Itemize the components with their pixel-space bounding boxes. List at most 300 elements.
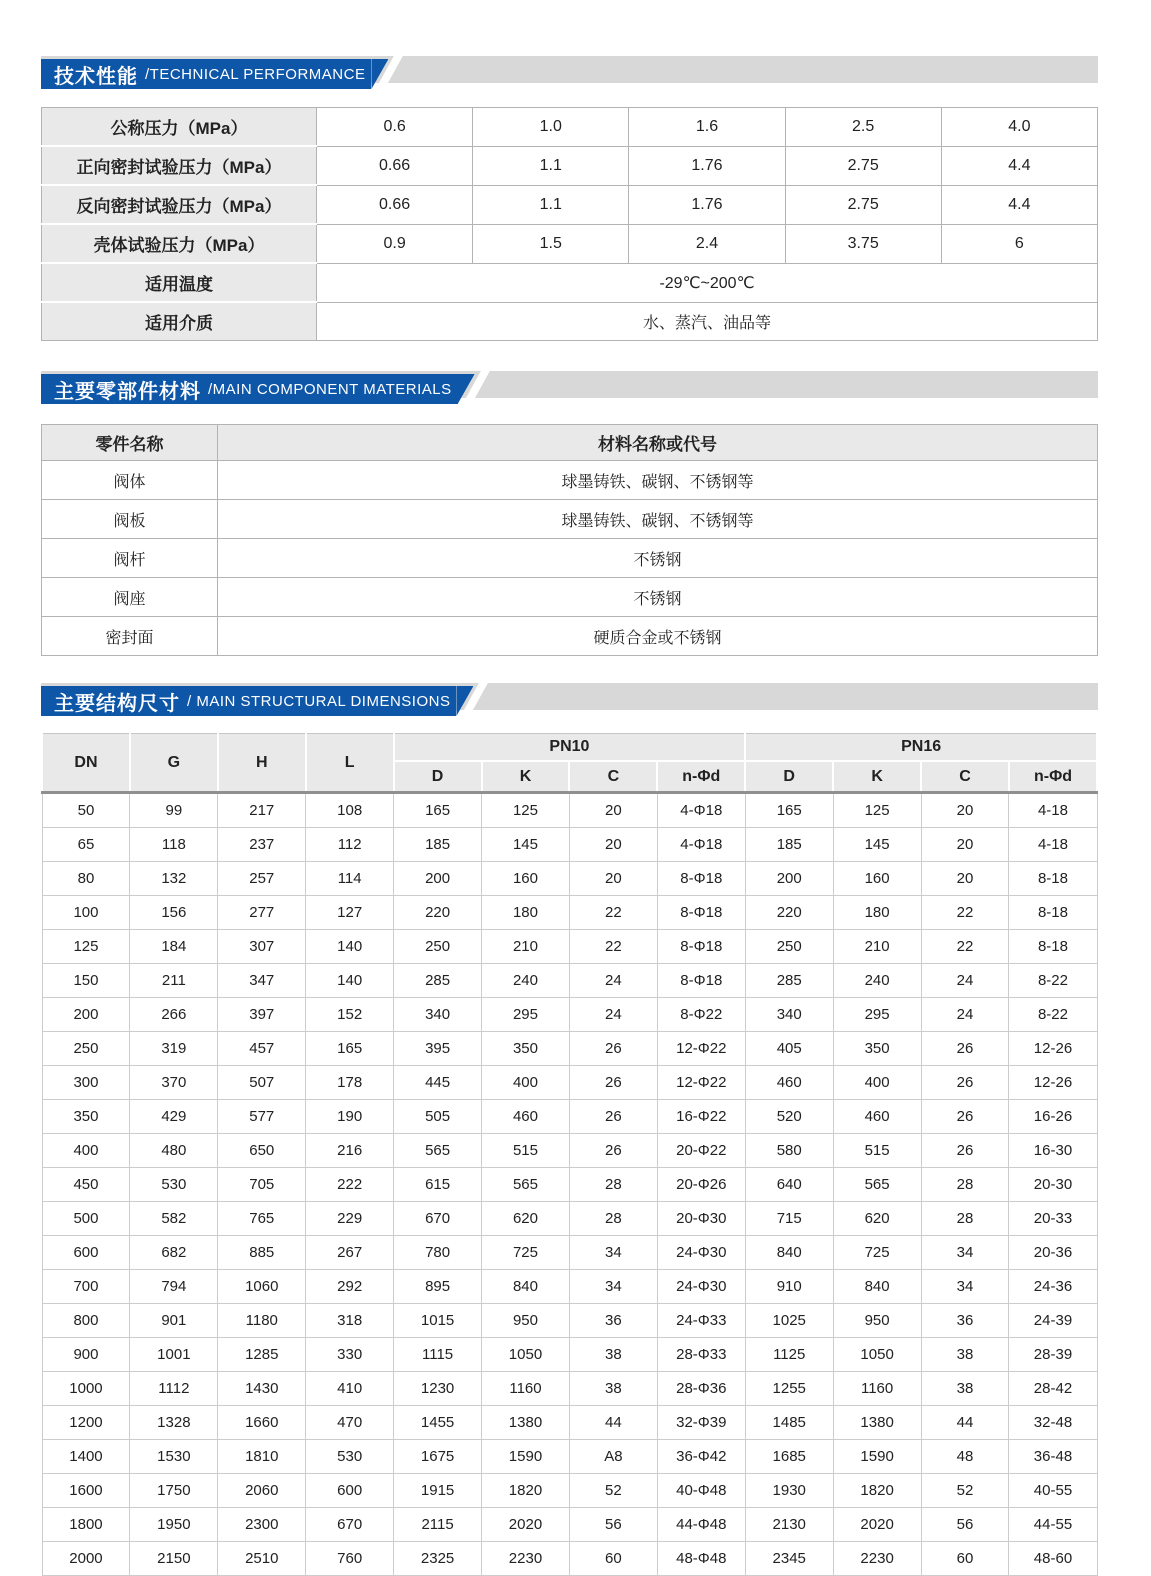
dimension-cell: 1050 (833, 1338, 921, 1372)
value-cell: 6 (941, 224, 1097, 263)
dimension-cell: 620 (482, 1202, 570, 1236)
dimension-cell: 350 (833, 1032, 921, 1066)
dimension-cell: 1485 (745, 1406, 833, 1440)
dimension-cell: 307 (218, 930, 306, 964)
header-l: L (306, 734, 394, 793)
value-cell: 2.5 (785, 108, 941, 147)
dimension-cell: 99 (130, 793, 218, 828)
dimension-cell: 26 (921, 1032, 1009, 1066)
dimension-cell: 28-42 (1009, 1372, 1097, 1406)
dimension-cell: 400 (833, 1066, 921, 1100)
material-name-cell: 不锈钢 (218, 578, 1098, 617)
dimension-cell: 350 (42, 1100, 130, 1134)
dimension-cell: 2000 (42, 1542, 130, 1576)
banner-title-wrap (41, 686, 479, 716)
materials-table (41, 424, 1098, 656)
value-cell: 0.66 (317, 185, 473, 224)
dimension-cell: 114 (306, 862, 394, 896)
dimension-cell: 1025 (745, 1304, 833, 1338)
dimension-row (42, 1236, 1097, 1270)
dimension-cell: 457 (218, 1032, 306, 1066)
dimension-cell: 1675 (394, 1440, 482, 1474)
materials-banner (41, 371, 1098, 404)
dimension-cell: 8-22 (1009, 998, 1097, 1032)
material-name-cell: 球墨铸铁、碳钢、不锈钢等 (218, 500, 1098, 539)
dimension-cell: 8-Φ18 (657, 862, 745, 896)
dimension-row (42, 964, 1097, 998)
value-cell: 2.75 (785, 146, 941, 185)
dimension-cell: 185 (394, 828, 482, 862)
dimension-cell: 250 (394, 930, 482, 964)
dimension-cell: 700 (42, 1270, 130, 1304)
dimension-cell: 28-Φ33 (657, 1338, 745, 1372)
materials-header-row (42, 425, 1098, 461)
dimension-cell: A8 (569, 1440, 657, 1474)
section-title-materials (41, 374, 458, 404)
dimension-cell: 1530 (130, 1440, 218, 1474)
dimension-cell: 178 (306, 1066, 394, 1100)
dimension-cell: 20 (569, 793, 657, 828)
header-dn: DN (42, 734, 130, 793)
dimension-cell: 8-Φ18 (657, 964, 745, 998)
dimension-cell: 1160 (482, 1372, 570, 1406)
dimension-row (42, 828, 1097, 862)
technical-row (42, 263, 1098, 302)
dimension-cell: 34 (921, 1236, 1009, 1270)
dimension-cell: 292 (306, 1270, 394, 1304)
row-label: 适用介质 (42, 302, 317, 341)
value-cell: 0.66 (317, 146, 473, 185)
dimension-cell: 26 (569, 1032, 657, 1066)
dimension-cell: 12-26 (1009, 1032, 1097, 1066)
dimension-cell: 220 (745, 896, 833, 930)
dimension-row (42, 1304, 1097, 1338)
subheader-pn16-d: D (745, 761, 833, 793)
subheader-pn10-k: K (482, 761, 570, 793)
dimension-cell: 1820 (833, 1474, 921, 1508)
dimension-cell: 530 (130, 1168, 218, 1202)
dimension-row (42, 1066, 1097, 1100)
dimension-cell: 28-39 (1009, 1338, 1097, 1372)
dimension-cell: 2325 (394, 1542, 482, 1576)
dimension-cell: 2020 (833, 1508, 921, 1542)
dimension-cell: 22 (921, 930, 1009, 964)
dimension-cell: 52 (921, 1474, 1009, 1508)
value-cell: 4.0 (941, 108, 1097, 147)
value-cell: 2.75 (785, 185, 941, 224)
dimension-cell: 600 (306, 1474, 394, 1508)
dimension-row (42, 1440, 1097, 1474)
dimension-cell: 1380 (482, 1406, 570, 1440)
value-cell-merged: -29℃~200℃ (317, 263, 1098, 302)
dimension-cell: 28 (921, 1168, 1009, 1202)
dimension-row (42, 1202, 1097, 1236)
dimension-cell: 1160 (833, 1372, 921, 1406)
dimension-cell: 44 (569, 1406, 657, 1440)
dimension-cell: 840 (745, 1236, 833, 1270)
dimension-cell: 140 (306, 930, 394, 964)
dimension-cell: 460 (833, 1100, 921, 1134)
technical-table-body (42, 108, 1098, 341)
dimension-cell: 22 (569, 930, 657, 964)
dimension-cell: 44-Φ48 (657, 1508, 745, 1542)
dimension-cell: 1400 (42, 1440, 130, 1474)
part-name-cell: 阀体 (42, 461, 218, 500)
dimension-cell: 20-Φ22 (657, 1134, 745, 1168)
dimension-cell: 36-Φ42 (657, 1440, 745, 1474)
dimension-cell: 20 (569, 828, 657, 862)
dimensions-section (41, 683, 1098, 1576)
dimension-cell: 565 (482, 1168, 570, 1202)
dimension-cell: 52 (569, 1474, 657, 1508)
subheader-pn16-c: C (921, 761, 1009, 793)
dimension-cell: 48-60 (1009, 1542, 1097, 1576)
dimension-cell: 118 (130, 828, 218, 862)
dimension-cell: 145 (482, 828, 570, 862)
dimension-cell: 1800 (42, 1508, 130, 1542)
value-cell: 4.4 (941, 185, 1097, 224)
dimension-cell: 50 (42, 793, 130, 828)
technical-table (41, 107, 1098, 341)
header-pn16-group: PN16 (745, 734, 1097, 762)
dimension-cell: 16-26 (1009, 1100, 1097, 1134)
dimension-cell: 240 (833, 964, 921, 998)
section-title-dimensions (41, 686, 456, 716)
dimension-cell: 36-48 (1009, 1440, 1097, 1474)
dimension-cell: 1255 (745, 1372, 833, 1406)
dimension-cell: 12-Φ22 (657, 1032, 745, 1066)
dimension-cell: 160 (833, 862, 921, 896)
dimension-cell: 44 (921, 1406, 1009, 1440)
dimension-cell: 160 (482, 862, 570, 896)
dimension-row (42, 1168, 1097, 1202)
dimension-cell: 237 (218, 828, 306, 862)
technical-performance-banner (41, 56, 1098, 89)
dimension-cell: 22 (921, 896, 1009, 930)
dimension-cell: 26 (921, 1066, 1009, 1100)
header-g: G (130, 734, 218, 793)
dimension-cell: 950 (482, 1304, 570, 1338)
section-title-en: /TECHNICAL PERFORMANCE (145, 65, 366, 83)
dimension-cell: 410 (306, 1372, 394, 1406)
section-title-en: /MAIN COMPONENT MATERIALS (208, 380, 452, 398)
materials-section (41, 371, 1098, 656)
dimension-cell: 38 (921, 1338, 1009, 1372)
dimension-cell: 640 (745, 1168, 833, 1202)
dimension-cell: 1200 (42, 1406, 130, 1440)
dimension-cell: 8-18 (1009, 896, 1097, 930)
dimension-cell: 24 (921, 964, 1009, 998)
dimension-row (42, 1100, 1097, 1134)
dimension-cell: 682 (130, 1236, 218, 1270)
value-cell: 3.75 (785, 224, 941, 263)
material-row (42, 500, 1098, 539)
dimension-cell: 180 (482, 896, 570, 930)
dimension-cell: 34 (569, 1270, 657, 1304)
dimension-cell: 24-39 (1009, 1304, 1097, 1338)
dimension-row (42, 1406, 1097, 1440)
dimension-cell: 515 (482, 1134, 570, 1168)
dimension-cell: 132 (130, 862, 218, 896)
value-cell: 1.1 (473, 146, 629, 185)
dimension-cell: 24 (569, 998, 657, 1032)
section-title-zh: 主要零部件材料 (54, 380, 201, 403)
dimension-cell: 24 (569, 964, 657, 998)
dimension-cell: 670 (306, 1508, 394, 1542)
dimension-cell: 222 (306, 1168, 394, 1202)
dimension-cell: 26 (921, 1100, 1009, 1134)
dimension-cell: 295 (833, 998, 921, 1032)
dimension-cell: 20 (921, 793, 1009, 828)
dimension-cell: 8-Φ22 (657, 998, 745, 1032)
value-cell: 1.5 (473, 224, 629, 263)
dimension-cell: 56 (921, 1508, 1009, 1542)
dimension-cell: 760 (306, 1542, 394, 1576)
dimension-row (42, 1508, 1097, 1542)
subheader-pn10-nphid: n-Φd (657, 761, 745, 793)
dimension-cell: 1455 (394, 1406, 482, 1440)
dimension-cell: 100 (42, 896, 130, 930)
dimension-cell: 580 (745, 1134, 833, 1168)
subheader-pn10-c: C (569, 761, 657, 793)
dimensions-header-row-1 (42, 734, 1097, 762)
dimension-cell: 620 (833, 1202, 921, 1236)
dimension-cell: 24-Φ30 (657, 1270, 745, 1304)
dimension-cell: 615 (394, 1168, 482, 1202)
subheader-pn16-nphid: n-Φd (1009, 761, 1097, 793)
dimension-cell: 2115 (394, 1508, 482, 1542)
dimension-cell: 330 (306, 1338, 394, 1372)
technical-row (42, 185, 1098, 224)
dimension-cell: 1015 (394, 1304, 482, 1338)
dimension-cell: 1930 (745, 1474, 833, 1508)
dimension-cell: 200 (745, 862, 833, 896)
dimension-cell: 20 (921, 862, 1009, 896)
dimensions-banner (41, 683, 1098, 716)
dimension-cell: 900 (42, 1338, 130, 1372)
header-part-name: 零件名称 (42, 425, 218, 461)
dimension-cell: 20-33 (1009, 1202, 1097, 1236)
dimension-cell: 4-18 (1009, 793, 1097, 828)
section-title-technical (41, 59, 371, 89)
dimension-cell: 60 (569, 1542, 657, 1576)
dimension-cell: 565 (833, 1168, 921, 1202)
dimension-cell: 165 (745, 793, 833, 828)
dimension-row (42, 896, 1097, 930)
dimension-cell: 26 (569, 1066, 657, 1100)
dimension-cell: 2130 (745, 1508, 833, 1542)
dimension-cell: 125 (42, 930, 130, 964)
material-row (42, 617, 1098, 656)
dimension-cell: 1810 (218, 1440, 306, 1474)
dimension-cell: 1685 (745, 1440, 833, 1474)
dimension-cell: 765 (218, 1202, 306, 1236)
dimension-cell: 36 (921, 1304, 1009, 1338)
dimension-cell: 112 (306, 828, 394, 862)
dimension-cell: 1430 (218, 1372, 306, 1406)
dimension-cell: 895 (394, 1270, 482, 1304)
dimension-cell: 211 (130, 964, 218, 998)
dimension-cell: 4-Φ18 (657, 793, 745, 828)
dimension-cell: 460 (482, 1100, 570, 1134)
technical-row (42, 224, 1098, 263)
part-name-cell: 密封面 (42, 617, 218, 656)
material-name-cell: 球墨铸铁、碳钢、不锈钢等 (218, 461, 1098, 500)
dimension-cell: 1590 (482, 1440, 570, 1474)
dimension-cell: 65 (42, 828, 130, 862)
technical-row (42, 108, 1098, 147)
dimension-cell: 200 (394, 862, 482, 896)
dimension-cell: 794 (130, 1270, 218, 1304)
technical-row (42, 302, 1098, 341)
dimension-cell: 165 (394, 793, 482, 828)
dimension-row (42, 930, 1097, 964)
dimension-cell: 515 (833, 1134, 921, 1168)
dimension-cell: 26 (569, 1134, 657, 1168)
technical-performance-section (41, 56, 1098, 341)
dimension-cell: 2150 (130, 1542, 218, 1576)
dimension-cell: 901 (130, 1304, 218, 1338)
value-cell: 4.4 (941, 146, 1097, 185)
dimension-cell: 4-Φ18 (657, 828, 745, 862)
dimension-cell: 210 (833, 930, 921, 964)
dimension-cell: 48 (921, 1440, 1009, 1474)
dimension-cell: 1000 (42, 1372, 130, 1406)
dimension-cell: 267 (306, 1236, 394, 1270)
dimension-cell: 127 (306, 896, 394, 930)
dimension-cell: 350 (482, 1032, 570, 1066)
dimension-cell: 340 (745, 998, 833, 1032)
dimension-cell: 22 (569, 896, 657, 930)
section-title-en: / MAIN STRUCTURAL DIMENSIONS (187, 692, 451, 710)
dimension-cell: 26 (921, 1134, 1009, 1168)
dimension-cell: 450 (42, 1168, 130, 1202)
catalog-page (41, 0, 1098, 1576)
dimension-cell: 108 (306, 793, 394, 828)
dimension-cell: 44-55 (1009, 1508, 1097, 1542)
dimension-cell: 266 (130, 998, 218, 1032)
material-name-cell: 不锈钢 (218, 539, 1098, 578)
dimension-cell: 60 (921, 1542, 1009, 1576)
dimension-cell: 28 (569, 1168, 657, 1202)
header-h: H (218, 734, 306, 793)
dimension-cell: 470 (306, 1406, 394, 1440)
dimension-cell: 8-Φ18 (657, 930, 745, 964)
dimension-cell: 1750 (130, 1474, 218, 1508)
dimension-cell: 395 (394, 1032, 482, 1066)
dimension-cell: 125 (833, 793, 921, 828)
part-name-cell: 阀杆 (42, 539, 218, 578)
section-title-zh: 技术性能 (54, 65, 138, 88)
dimension-cell: 20-30 (1009, 1168, 1097, 1202)
dimension-cell: 650 (218, 1134, 306, 1168)
dimension-cell: 156 (130, 896, 218, 930)
subheader-pn16-k: K (833, 761, 921, 793)
dimension-cell: 840 (833, 1270, 921, 1304)
dimension-cell: 1915 (394, 1474, 482, 1508)
dimension-cell: 1328 (130, 1406, 218, 1440)
dimension-cell: 670 (394, 1202, 482, 1236)
dimension-cell: 20-Φ26 (657, 1168, 745, 1202)
dimension-row (42, 1474, 1097, 1508)
dimension-cell: 840 (482, 1270, 570, 1304)
dimension-cell: 184 (130, 930, 218, 964)
dimension-cell: 34 (921, 1270, 1009, 1304)
value-cell: 2.4 (629, 224, 785, 263)
dimension-cell: 24-Φ33 (657, 1304, 745, 1338)
material-row (42, 578, 1098, 617)
dimension-cell: 800 (42, 1304, 130, 1338)
dimension-cell: 2230 (482, 1542, 570, 1576)
dimension-cell: 1180 (218, 1304, 306, 1338)
dimension-cell: 217 (218, 793, 306, 828)
dimension-cell: 2230 (833, 1542, 921, 1576)
dimension-cell: 2345 (745, 1542, 833, 1576)
dimension-cell: 1660 (218, 1406, 306, 1440)
dimension-cell: 16-30 (1009, 1134, 1097, 1168)
dimension-cell: 20-36 (1009, 1236, 1097, 1270)
dimension-cell: 2020 (482, 1508, 570, 1542)
dimension-cell: 38 (569, 1372, 657, 1406)
dimension-cell: 12-Φ22 (657, 1066, 745, 1100)
dimension-cell: 520 (745, 1100, 833, 1134)
dimension-cell: 180 (833, 896, 921, 930)
dimension-cell: 530 (306, 1440, 394, 1474)
material-name-cell: 硬质合金或不锈钢 (218, 617, 1098, 656)
value-cell: 1.1 (473, 185, 629, 224)
dimension-cell: 165 (306, 1032, 394, 1066)
dimension-row (42, 1338, 1097, 1372)
dimension-cell: 4-18 (1009, 828, 1097, 862)
dimension-cell: 370 (130, 1066, 218, 1100)
header-material-name: 材料名称或代号 (218, 425, 1098, 461)
dimension-cell: 250 (42, 1032, 130, 1066)
value-cell: 1.0 (473, 108, 629, 147)
material-row (42, 539, 1098, 578)
materials-table-body (42, 461, 1098, 656)
technical-row (42, 146, 1098, 185)
dimension-cell: 2300 (218, 1508, 306, 1542)
banner-title-wrap (41, 59, 394, 89)
dimension-cell: 577 (218, 1100, 306, 1134)
dimension-cell: 1230 (394, 1372, 482, 1406)
dimension-cell: 295 (482, 998, 570, 1032)
dimension-cell: 34 (569, 1236, 657, 1270)
dimension-cell: 80 (42, 862, 130, 896)
dimension-cell: 445 (394, 1066, 482, 1100)
dimension-cell: 150 (42, 964, 130, 998)
dimension-row (42, 1134, 1097, 1168)
subheader-pn10-d: D (394, 761, 482, 793)
dimension-cell: 16-Φ22 (657, 1100, 745, 1134)
dimension-cell: 28 (921, 1202, 1009, 1236)
dimension-cell: 2060 (218, 1474, 306, 1508)
dimension-cell: 125 (482, 793, 570, 828)
dimension-cell: 285 (394, 964, 482, 998)
dimension-cell: 216 (306, 1134, 394, 1168)
part-name-cell: 阀座 (42, 578, 218, 617)
dimension-cell: 145 (833, 828, 921, 862)
dimension-cell: 400 (482, 1066, 570, 1100)
dimension-cell: 429 (130, 1100, 218, 1134)
dimension-cell: 1820 (482, 1474, 570, 1508)
dimension-cell: 8-18 (1009, 862, 1097, 896)
value-cell: 1.76 (629, 146, 785, 185)
dimension-cell: 185 (745, 828, 833, 862)
banner-title-wrap (41, 374, 481, 404)
dimension-cell: 600 (42, 1236, 130, 1270)
dimension-cell: 8-18 (1009, 930, 1097, 964)
